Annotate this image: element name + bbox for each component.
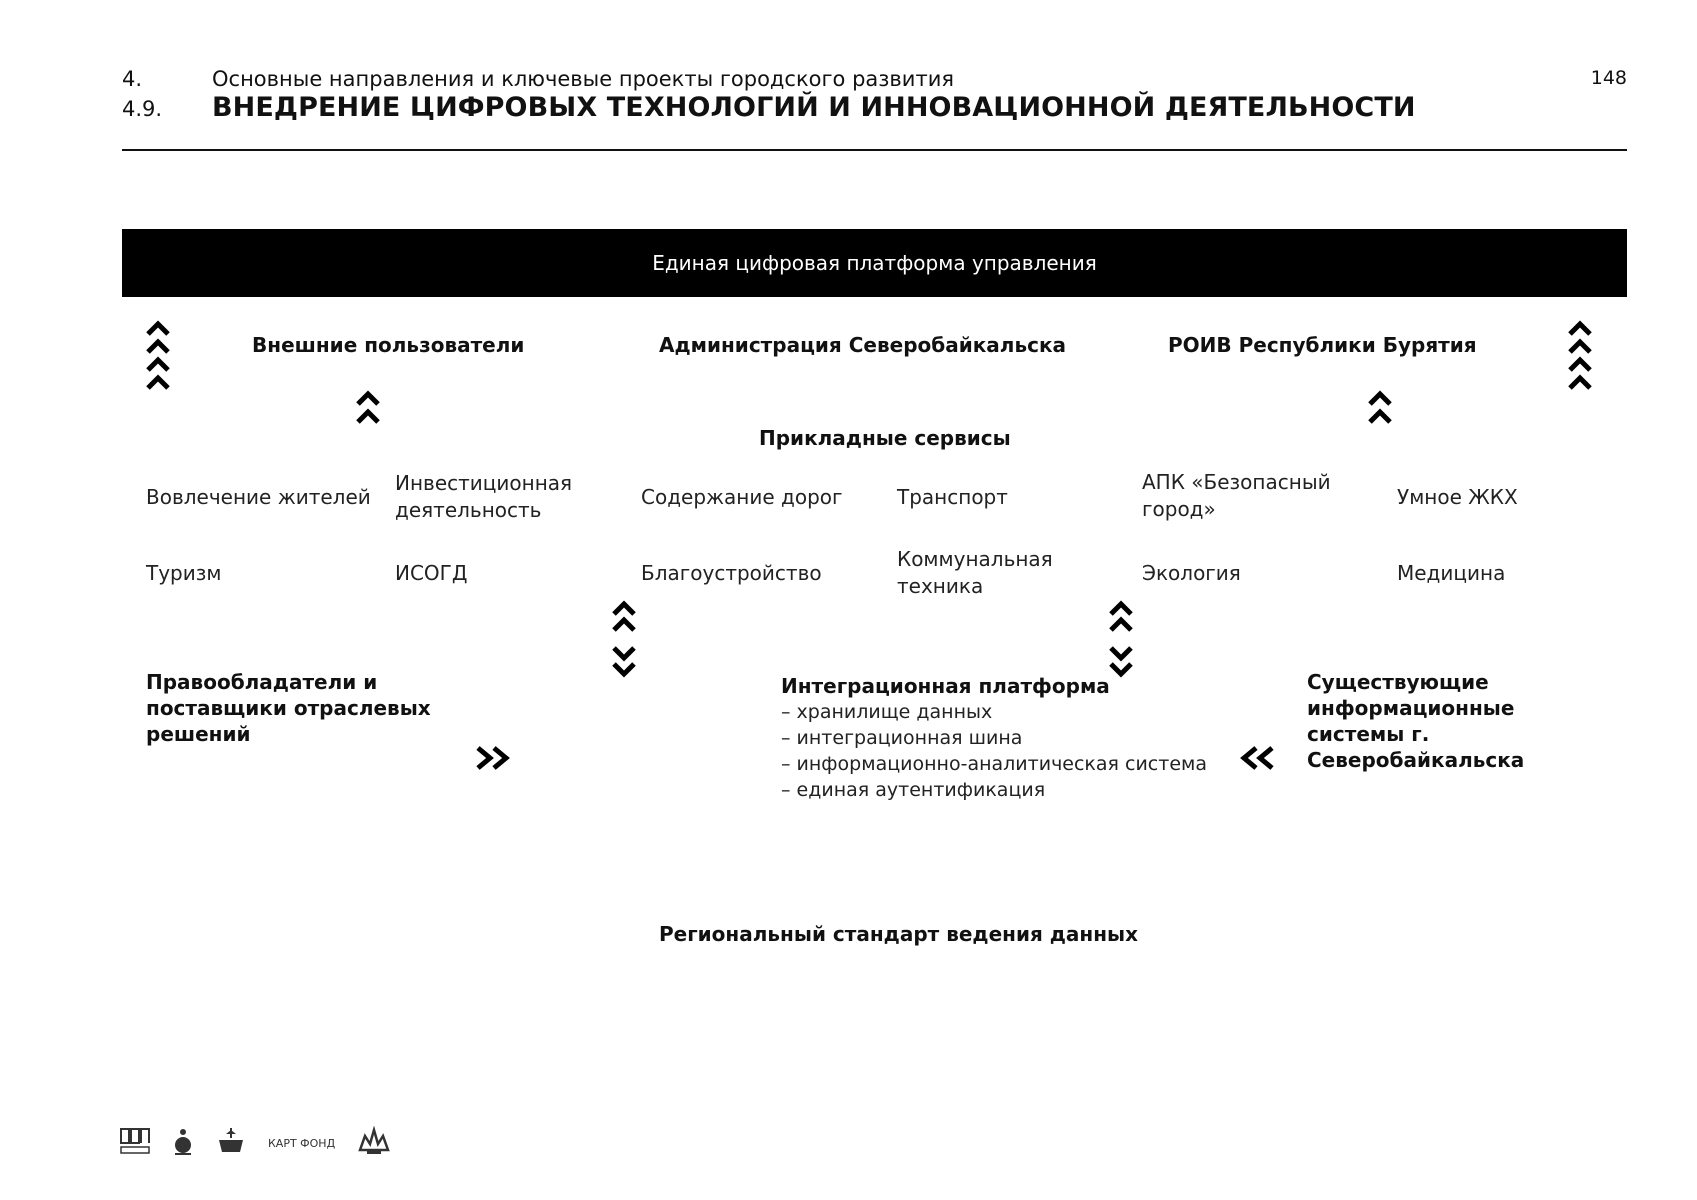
page-number: 148 [1590, 67, 1627, 89]
service-item: Медицина [1397, 561, 1506, 585]
existing-systems-label: Существующие информационные системы г. Северобайкальска [1307, 670, 1525, 772]
service-item: Туризм [146, 561, 222, 585]
roiv-label: РОИВ Республики Бурятия [1168, 333, 1477, 357]
crown-logo-icon [357, 1126, 391, 1160]
integration-title: Интеграционная платформа [781, 674, 1110, 698]
kart-fond-logo: КАРТ ФОНД [268, 1136, 336, 1150]
external-users-label: Внешние пользователи [252, 333, 525, 357]
service-item: Умное ЖКХ [1397, 485, 1518, 509]
chevron-double-left-icon [1236, 745, 1276, 771]
integration-item: – информационно-аналитическая система [781, 753, 1207, 775]
chapter-number: 4. [122, 67, 143, 91]
chapter-title: Основные направления и ключевые проекты городского развития [212, 67, 954, 91]
services-title: Прикладные сервисы [759, 426, 1011, 450]
administration-label: Администрация Северобайкальска [659, 333, 1067, 357]
chevron-up-down-right-icon [1109, 598, 1133, 680]
service-item: Транспорт [897, 485, 1008, 509]
footer-logos [120, 1126, 391, 1160]
integration-item: – интеграционная шина [781, 727, 1023, 749]
service-item: Коммунальная техника [897, 547, 1053, 598]
service-item: Вовлечение жителей [146, 485, 371, 509]
service-item: Инвестиционная деятельность [395, 471, 573, 522]
service-item: Экология [1142, 561, 1241, 585]
integration-item: – хранилище данных [781, 701, 993, 723]
ship-logo-icon [216, 1126, 246, 1160]
service-item: ИСОГД [395, 561, 468, 585]
chevron-double-up-left-icon [356, 388, 380, 428]
chevron-double-up-right-icon [1368, 388, 1392, 428]
chevron-up-stack-left-icon [146, 318, 170, 396]
section-number: 4.9. [122, 97, 163, 121]
regional-standard-label: Региональный стандарт ведения данных [659, 922, 1139, 946]
service-item: Благоустройство [641, 561, 822, 585]
right-holders-label: Правообладатели и поставщики отраслевых решений [146, 670, 431, 746]
chevron-up-down-left-icon [612, 598, 636, 680]
header-divider [122, 149, 1627, 151]
chevron-double-right-icon [474, 745, 514, 771]
integration-item: – единая аутентификация [781, 779, 1046, 801]
section-title: ВНЕДРЕНИЕ ЦИФРОВЫХ ТЕХНОЛОГИЙ И ИННОВАЦИОННОЙ ДЕЯТЕЛЬНОСТИ [212, 92, 1416, 123]
emblem-logo-icon [172, 1126, 194, 1160]
platform-title: Единая цифровая платформа управления [652, 251, 1097, 275]
integration-platform-block [781, 673, 1207, 803]
service-item: Содержание дорог [641, 485, 843, 509]
chevron-up-stack-right-icon [1568, 318, 1592, 396]
dom-logo-icon [120, 1126, 150, 1160]
service-item: АПК «Безопасный город» [1142, 470, 1331, 521]
platform-banner [122, 229, 1627, 297]
